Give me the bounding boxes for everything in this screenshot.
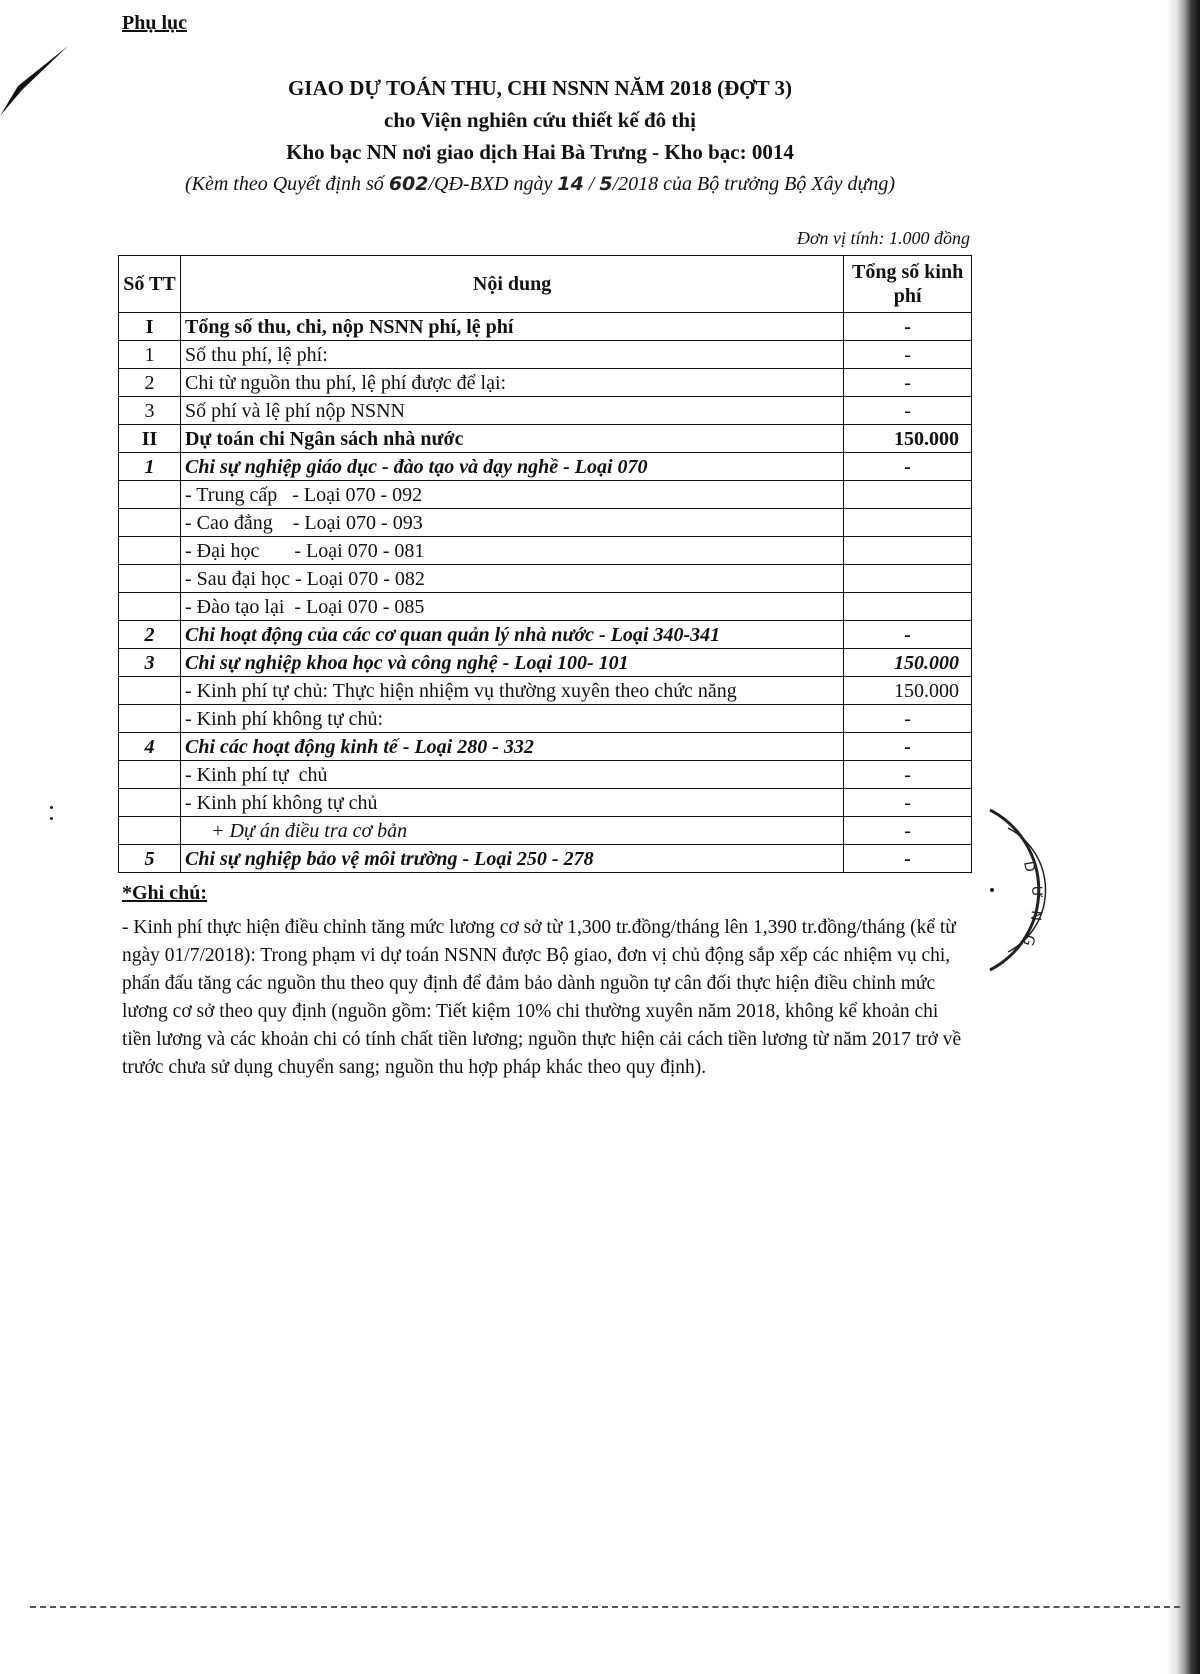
cell-stt: 2 bbox=[119, 621, 181, 649]
cell-content: - Cao đẳng - Loại 070 - 093 bbox=[180, 509, 843, 537]
cell-content: Chi hoạt động của các cơ quan quản lý nhà nước - Loại 340-341 bbox=[180, 621, 843, 649]
cell-content: - Trung cấp - Loại 070 - 092 bbox=[180, 481, 843, 509]
cell-total: - bbox=[844, 397, 972, 425]
appendix-label: Phụ lục bbox=[122, 12, 188, 34]
cell-stt: 1 bbox=[119, 341, 181, 369]
cell-content: Tổng số thu, chi, nộp NSNN phí, lệ phí bbox=[180, 313, 843, 341]
cell-total: 150.000 bbox=[844, 677, 972, 705]
cell-content: - Sau đại học - Loại 070 - 082 bbox=[180, 565, 843, 593]
table-row bbox=[119, 761, 972, 789]
table-row bbox=[119, 509, 972, 537]
cell-stt bbox=[119, 705, 181, 733]
table-row bbox=[119, 537, 972, 565]
decision-number-handwritten: 602 bbox=[388, 173, 429, 195]
cell-stt bbox=[119, 761, 181, 789]
table-row bbox=[119, 313, 972, 341]
cell-total: - bbox=[844, 369, 972, 397]
cell-content: Số thu phí, lệ phí: bbox=[180, 341, 843, 369]
cell-stt: 1 bbox=[119, 453, 181, 481]
decision-day-handwritten: 14 bbox=[557, 173, 584, 195]
cell-total: - bbox=[844, 341, 972, 369]
svg-text:D: D bbox=[1020, 859, 1038, 874]
table-row bbox=[119, 369, 972, 397]
treasury-line: Kho bạc NN nơi giao dịch Hai Bà Trưng - Kho bạc: 0014 bbox=[286, 140, 794, 164]
table-row bbox=[119, 397, 972, 425]
table-row bbox=[119, 789, 972, 817]
cell-total: - bbox=[844, 845, 972, 873]
cell-total bbox=[844, 481, 972, 509]
cell-content: Chi các hoạt động kinh tế - Loại 280 - 332 bbox=[180, 733, 843, 761]
budget-table bbox=[118, 255, 972, 873]
cell-total bbox=[844, 565, 972, 593]
cell-content: - Kinh phí không tự chủ: bbox=[180, 705, 843, 733]
cell-stt bbox=[119, 789, 181, 817]
decision-month-handwritten: 5 bbox=[599, 173, 613, 195]
cell-stt: 4 bbox=[119, 733, 181, 761]
table-row bbox=[119, 621, 972, 649]
cell-total bbox=[844, 593, 972, 621]
cell-stt bbox=[119, 509, 181, 537]
svg-text:Ư: Ư bbox=[1028, 885, 1045, 899]
table-row bbox=[119, 425, 972, 453]
svg-text:N: N bbox=[1027, 909, 1044, 922]
table-row bbox=[119, 817, 972, 845]
cell-stt bbox=[119, 565, 181, 593]
cell-total bbox=[844, 537, 972, 565]
cell-content: Chi sự nghiệp khoa học và công nghệ - Loại 100- 101 bbox=[180, 649, 843, 677]
cell-content: - Đào tạo lại - Loại 070 - 085 bbox=[180, 593, 843, 621]
cell-stt: 3 bbox=[119, 397, 181, 425]
decision-prefix: (Kèm theo Quyết định số bbox=[184, 173, 384, 195]
document-subtitle: cho Viện nghiên cứu thiết kế đô thị bbox=[384, 108, 696, 132]
cell-total: - bbox=[844, 761, 972, 789]
cell-content: Dự toán chi Ngân sách nhà nước bbox=[180, 425, 843, 453]
header-stt: Số TT bbox=[119, 256, 181, 313]
document-title: GIAO DỰ TOÁN THU, CHI NSNN NĂM 2018 (ĐỢT 3) bbox=[287, 76, 793, 100]
table-row bbox=[119, 593, 972, 621]
cell-stt bbox=[119, 817, 181, 845]
cell-total bbox=[844, 509, 972, 537]
cell-content: - Kinh phí tự chủ bbox=[180, 761, 843, 789]
table-body bbox=[119, 313, 972, 873]
scan-dots bbox=[50, 806, 54, 826]
cell-content: Số phí và lệ phí nộp NSNN bbox=[180, 397, 843, 425]
cell-stt bbox=[119, 481, 181, 509]
decision-line bbox=[110, 168, 970, 200]
cell-content: - Kinh phí tự chủ: Thực hiện nhiệm vụ thường xuyên theo chức năng bbox=[180, 677, 843, 705]
decision-separator: / bbox=[588, 173, 595, 195]
table-row bbox=[119, 481, 972, 509]
table-row bbox=[119, 677, 972, 705]
cell-stt: 2 bbox=[119, 369, 181, 397]
cell-total: - bbox=[844, 789, 972, 817]
decision-middle: /QĐ-BXD ngày bbox=[428, 173, 553, 195]
table-row bbox=[119, 649, 972, 677]
table-row bbox=[119, 565, 972, 593]
note-text: - Kinh phí thực hiện điều chỉnh tăng mức lương cơ sở từ 1,300 tr.đồng/tháng lên 1,390 tr.đồng/tháng (kể từ ngày 01/7/2018): Trong phạm vi dự toán NSNN được Bộ giao, đơn vị chủ động sắp xếp các nhiệm vụ chi, phấn đấu tăng các nguồn thu theo quy định để đảm bảo dành nguồn tự cân đối thực hiện điều chỉnh mức lương cơ sở theo quy định (nguồn gồm: Tiết kiệm 10% chi thường xuyên năm 2018, không kể khoản chi tiền lương và các khoản chi có tính chất tiền lương; nguồn thực hiện cải cách tiền lương từ năm 2017 trở về trước chưa sử dụng chuyển sang; nguồn thu hợp pháp khác theo quy định). bbox=[122, 917, 962, 1078]
table-row bbox=[119, 733, 972, 761]
table-row bbox=[119, 845, 972, 873]
cell-total: - bbox=[844, 705, 972, 733]
cell-stt: 5 bbox=[119, 845, 181, 873]
cell-content: - Đại học - Loại 070 - 081 bbox=[180, 537, 843, 565]
cell-total: - bbox=[844, 817, 972, 845]
cell-total: - bbox=[844, 453, 972, 481]
cell-content: + Dự án điều tra cơ bản bbox=[180, 817, 843, 845]
table-row bbox=[119, 341, 972, 369]
table-row bbox=[119, 453, 972, 481]
cell-content: - Kinh phí không tự chủ bbox=[180, 789, 843, 817]
unit-label: Đơn vị tính: 1.000 đồng bbox=[796, 228, 970, 248]
cell-content: Chi sự nghiệp bảo vệ môi trường - Loại 250 - 278 bbox=[180, 845, 843, 873]
cell-stt bbox=[119, 537, 181, 565]
cell-content: Chi sự nghiệp giáo dục - đào tạo và dạy nghề - Loại 070 bbox=[180, 453, 843, 481]
cell-total: 150.000 bbox=[844, 425, 972, 453]
scan-edge-bottom bbox=[30, 1606, 1180, 1612]
table-header-row bbox=[119, 256, 972, 313]
cell-stt: II bbox=[119, 425, 181, 453]
cell-stt bbox=[119, 677, 181, 705]
cell-total: - bbox=[844, 313, 972, 341]
cell-content: Chi từ nguồn thu phí, lệ phí được để lại: bbox=[180, 369, 843, 397]
cell-total: - bbox=[844, 733, 972, 761]
svg-text:G: G bbox=[1019, 932, 1038, 948]
note-label: *Ghi chú: bbox=[122, 882, 208, 904]
cell-total: - bbox=[844, 621, 972, 649]
cell-stt: 3 bbox=[119, 649, 181, 677]
header-content: Nội dung bbox=[180, 256, 843, 313]
scan-edge-right bbox=[1166, 0, 1200, 1674]
official-seal bbox=[980, 790, 1090, 990]
cell-total: 150.000 bbox=[844, 649, 972, 677]
title-block bbox=[110, 72, 970, 200]
cell-stt bbox=[119, 593, 181, 621]
scan-mark-left bbox=[0, 46, 70, 116]
cell-stt: I bbox=[119, 313, 181, 341]
decision-suffix: /2018 của Bộ trưởng Bộ Xây dựng) bbox=[612, 173, 896, 195]
header-total: Tổng số kinh phí bbox=[844, 256, 972, 313]
table-row bbox=[119, 705, 972, 733]
